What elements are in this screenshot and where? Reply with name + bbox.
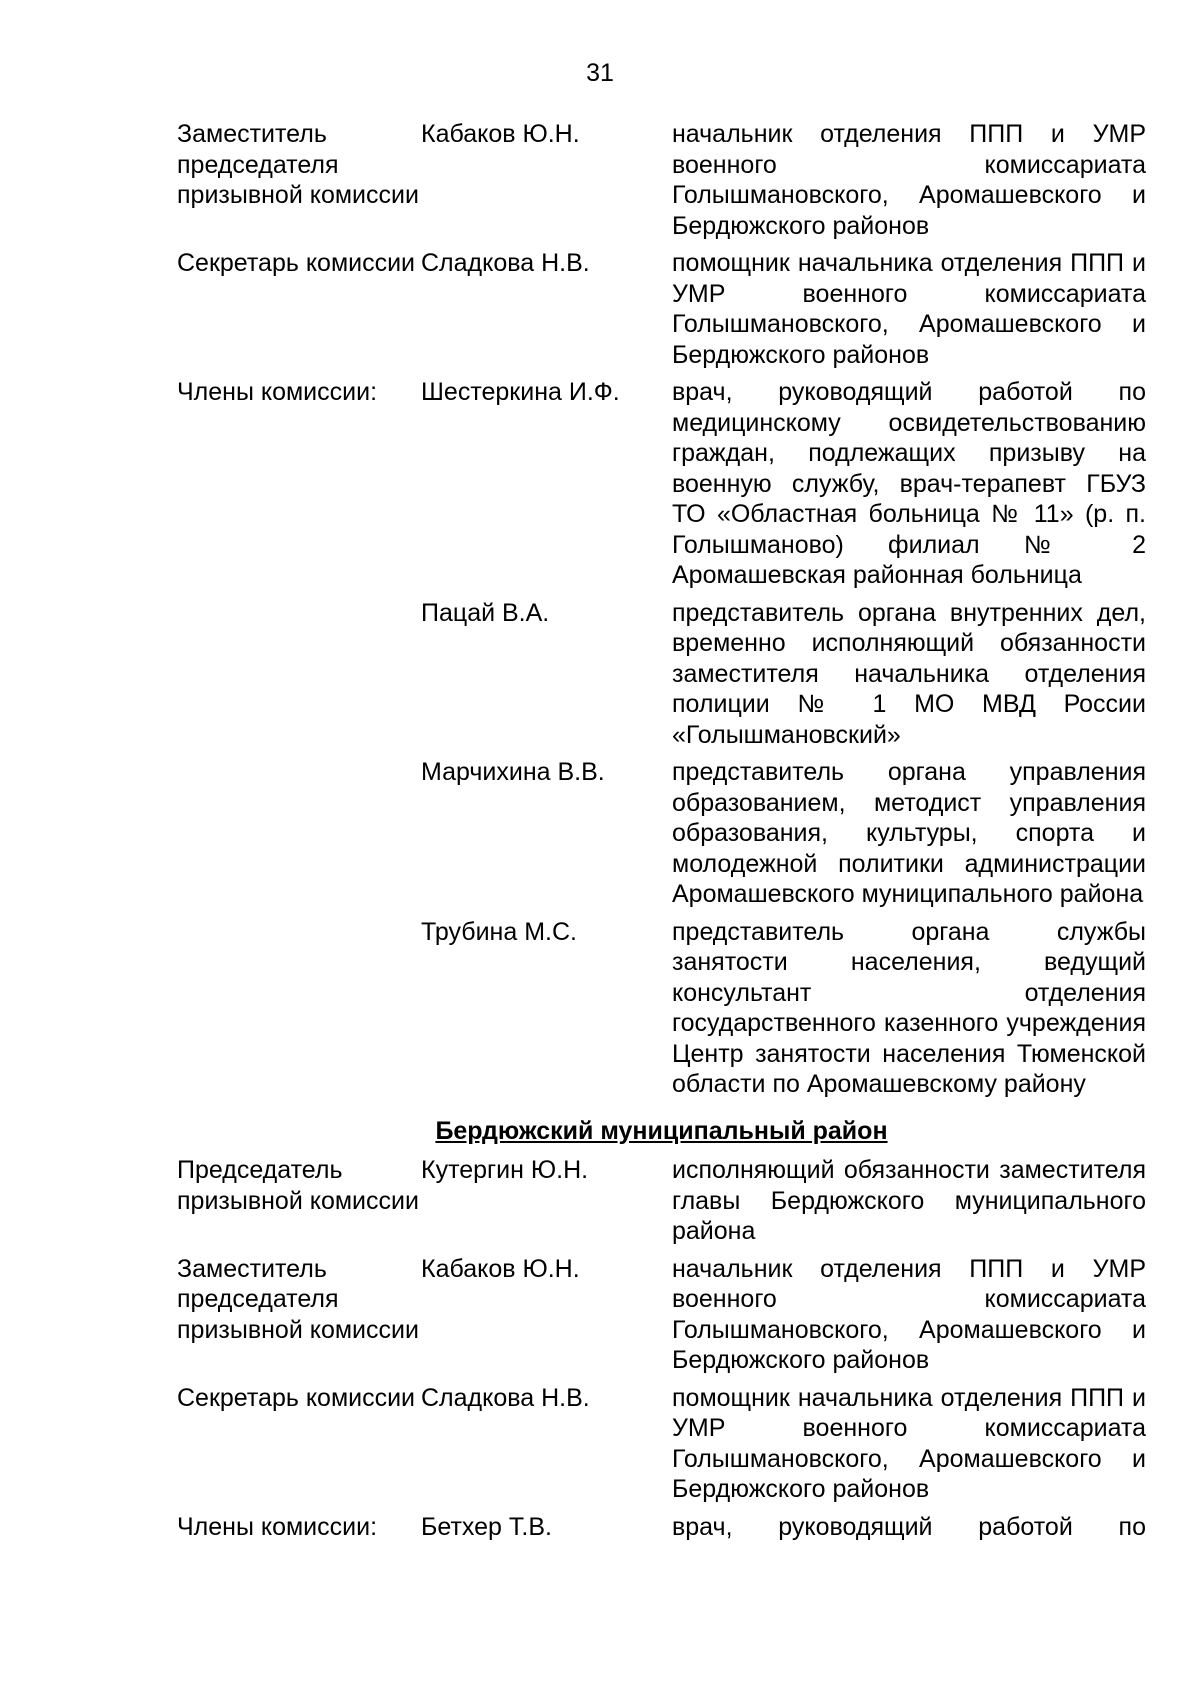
member-name: Марчихина В.В. <box>421 758 605 786</box>
member-role <box>177 917 421 1100</box>
member-role <box>177 757 421 910</box>
member-name: Бетхер Т.В. <box>421 1512 552 1541</box>
member-position: представитель органа внутренних дел, временно исполняющий обязанности заместителя начальника отделения полиции № 1 МО МВД России «Голышмановский» <box>672 598 1146 749</box>
section-heading-wrap <box>177 1107 1146 1156</box>
member-position: представитель органа управления образованием, методист управления образования, культуры, спорта и молодежной политики администрации Аромашевского муниципального района <box>672 758 1146 908</box>
table-row <box>177 377 1146 591</box>
member-position: исполняющий обязанности заместителя главы Бердюжского муниципального района <box>672 1156 1146 1245</box>
member-name: Сладкова Н.В. <box>421 249 590 277</box>
table-row <box>177 757 1146 910</box>
member-name: Шестеркина И.Ф. <box>421 378 620 406</box>
member-name: Кутергин Ю.Н. <box>421 1156 589 1184</box>
page-number: 31 <box>586 59 614 87</box>
member-role: Заместитель председателя призывной комиссии <box>177 1254 419 1344</box>
member-name: Кабаков Ю.Н. <box>421 120 580 148</box>
member-position: помощник начальника отделения ППП и УМР военного комиссариата Голышмановского, Аромашевского и Бердюжского районов <box>672 249 1146 369</box>
member-name: Трубина М.С. <box>421 917 577 946</box>
member-role: Председатель призывной комиссии <box>177 1156 419 1215</box>
member-role: Секретарь комиссии <box>177 249 416 277</box>
member-position: начальник отделения ППП и УМР военного комиссариата Голышмановского, Аромашевского и Бердюжского районов <box>672 120 1146 240</box>
commission-list <box>177 119 1146 1549</box>
member-role <box>177 598 421 751</box>
member-name: Пацай В.А. <box>421 598 550 627</box>
section-heading: Бердюжский муниципальный район <box>435 1116 888 1145</box>
table-row <box>177 598 1146 751</box>
member-position: врач, руководящий работой по <box>672 1512 1146 1541</box>
table-row <box>177 1155 1146 1247</box>
table-row <box>177 917 1146 1100</box>
member-position: помощник начальника отделения ППП и УМР военного комиссариата Голышмановского, Аромашевского и Бердюжского районов <box>672 1383 1146 1503</box>
table-row <box>177 248 1146 370</box>
member-role: Члены комиссии: <box>177 378 378 406</box>
member-role: Члены комиссии: <box>177 1512 378 1541</box>
table-row <box>177 119 1146 241</box>
member-position: представитель органа службы занятости населения, ведущий консультант отделения государственного казенного учреждения Центр занятости населения Тюменской области по Аромашевскому району <box>672 917 1146 1098</box>
member-name: Сладкова Н.В. <box>421 1383 590 1412</box>
member-role: Секретарь комиссии <box>177 1383 416 1412</box>
member-position: начальник отделения ППП и УМР военного комиссариата Голышмановского, Аромашевского и Бердюжского районов <box>672 1254 1146 1374</box>
table-row <box>177 1512 1146 1543</box>
member-position: врач, руководящий работой по медицинскому освидетельствованию граждан, подлежащих призыву на военную службу, врач-терапевт ГБУЗ ТО «Областная больница № 11» (р. п. Голышманово) филиал № 2 Аромашевская районная больница <box>672 378 1146 589</box>
table-row <box>177 1254 1146 1376</box>
member-name: Кабаков Ю.Н. <box>421 1254 580 1283</box>
table-row <box>177 1383 1146 1505</box>
member-role: Заместитель председателя призывной комиссии <box>177 120 419 209</box>
